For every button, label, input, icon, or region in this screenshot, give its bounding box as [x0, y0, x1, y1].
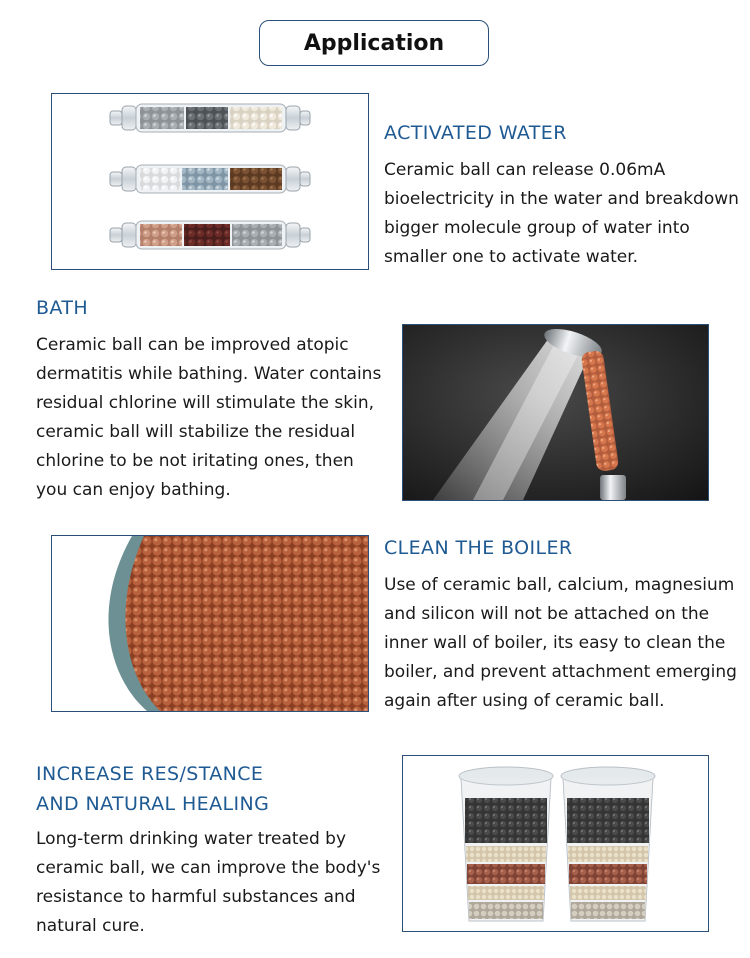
shower-head-image [402, 324, 709, 501]
section-body-increase-resistance: Long-term drinking water treated by ceramic ball, we can improve the body's resistance to harmful substances and natural cure. [36, 829, 381, 936]
section-heading-activated-water: ACTIVATED WATER [384, 122, 567, 144]
section-heading-increase-resistance [36, 759, 269, 819]
section-body-clean-the-boiler: Use of ceramic ball, calcium, magnesium and silicon will not be attached on the inner wall of boiler, its easy to clean the boiler, and prevent attachment emerging again after using of ceramic ball. [384, 575, 737, 711]
section-body-activated-water: Ceramic ball can release 0.06mA bioelectricity in the water and breakdown bigger molecule group of water into smaller one to activate water. [384, 160, 739, 267]
section-body-bath: Ceramic ball can be improved atopic dermatitis while bathing. Water contains residual chlorine will stimulate the skin, ceramic ball will stabilize the residual chlorine to be not iritating ones, then you can enjoy bathing. [36, 335, 382, 500]
section-heading-clean-the-boiler: CLEAN THE BOILER [384, 537, 573, 559]
filter-cartridges-image [51, 93, 369, 270]
section-heading-bath: BATH [36, 297, 89, 319]
heading-line-2: AND NATURAL HEALING [36, 793, 270, 815]
page-title: Application [259, 20, 489, 66]
ceramic-balls-image [51, 535, 369, 712]
water-filter-cartridges-image [402, 755, 709, 932]
heading-line-1: INCREASE RES/STANCE [36, 763, 264, 785]
